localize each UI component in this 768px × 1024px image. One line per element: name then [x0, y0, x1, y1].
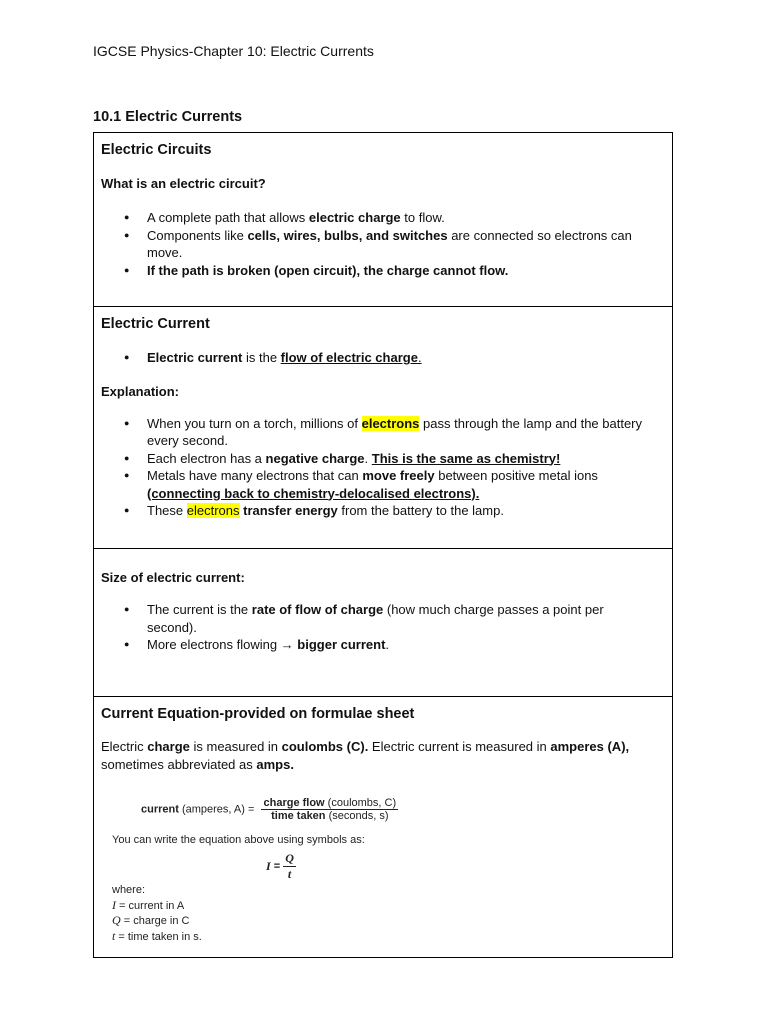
symbol-equation: I = $\frac{Q}{t}$ [266, 851, 294, 881]
explanation-list [101, 415, 665, 520]
electric-circuits-cell [94, 141, 672, 307]
list-item: ● When you turn on a torch, millions of electrons pass through the lamp and the battery every second. [101, 415, 657, 450]
notes-table [93, 132, 673, 958]
size-of-current-cell [94, 569, 672, 697]
equation-figure [101, 797, 665, 947]
electric-current-cell [94, 315, 672, 549]
electric-circuits-title: Electric Circuits [101, 142, 212, 158]
document-header: IGCSE Physics-Chapter 10: Electric Currents [93, 43, 374, 59]
circuits-bullet-list [101, 209, 665, 279]
size-bullet-list [101, 601, 665, 654]
units-paragraph: Electric charge is measured in coulombs (C). Electric current is measured in amperes (A), sometimes abbreviated as amps. [101, 739, 630, 772]
where-block: where: I = current in A Q = charge in C t = time taken in s. [112, 884, 202, 943]
size-of-current-title: Size of electric current: [101, 570, 245, 585]
circuit-question: What is an electric circuit? [101, 176, 266, 191]
list-item: ● Each electron has a negative charge. This is the same as chemistry! [101, 450, 657, 468]
current-equation-cell [94, 705, 672, 957]
list-item: ● The current is the rate of flow of charge (how much charge passes a point per second). [101, 601, 657, 636]
section-title: 10.1 Electric Currents [93, 109, 243, 125]
electric-current-title: Electric Current [101, 316, 210, 332]
symbols-line: You can write the equation above using symbols as: [112, 834, 365, 846]
current-equation-title: Current Equation-provided on formulae sheet [101, 706, 415, 722]
current-definition-list [101, 349, 665, 367]
list-item: ● Components like cells, wires, bulbs, and switches are connected so electrons can move. [101, 227, 657, 262]
list-item: ● More electrons flowing → bigger current. [101, 636, 657, 654]
explanation-heading: Explanation: [101, 383, 180, 399]
list-item: ● If the path is broken (open circuit), the charge cannot flow. [101, 262, 657, 280]
list-item: ● A complete path that allows electric charge to flow. [101, 209, 657, 227]
list-item: ● Metals have many electrons that can move freely between positive metal ions (connecting back to chemistry-delocalised electrons). [101, 467, 657, 502]
list-item: ● Electric current is the flow of electric charge. [101, 349, 657, 367]
word-equation: current (amperes, A) = $\frac{\text{charge flow (coulombs, C)}}{\text{time taken (seconds, s)}}$ [141, 797, 397, 822]
list-item: ● These electrons transfer energy from the battery to the lamp. [101, 502, 657, 520]
